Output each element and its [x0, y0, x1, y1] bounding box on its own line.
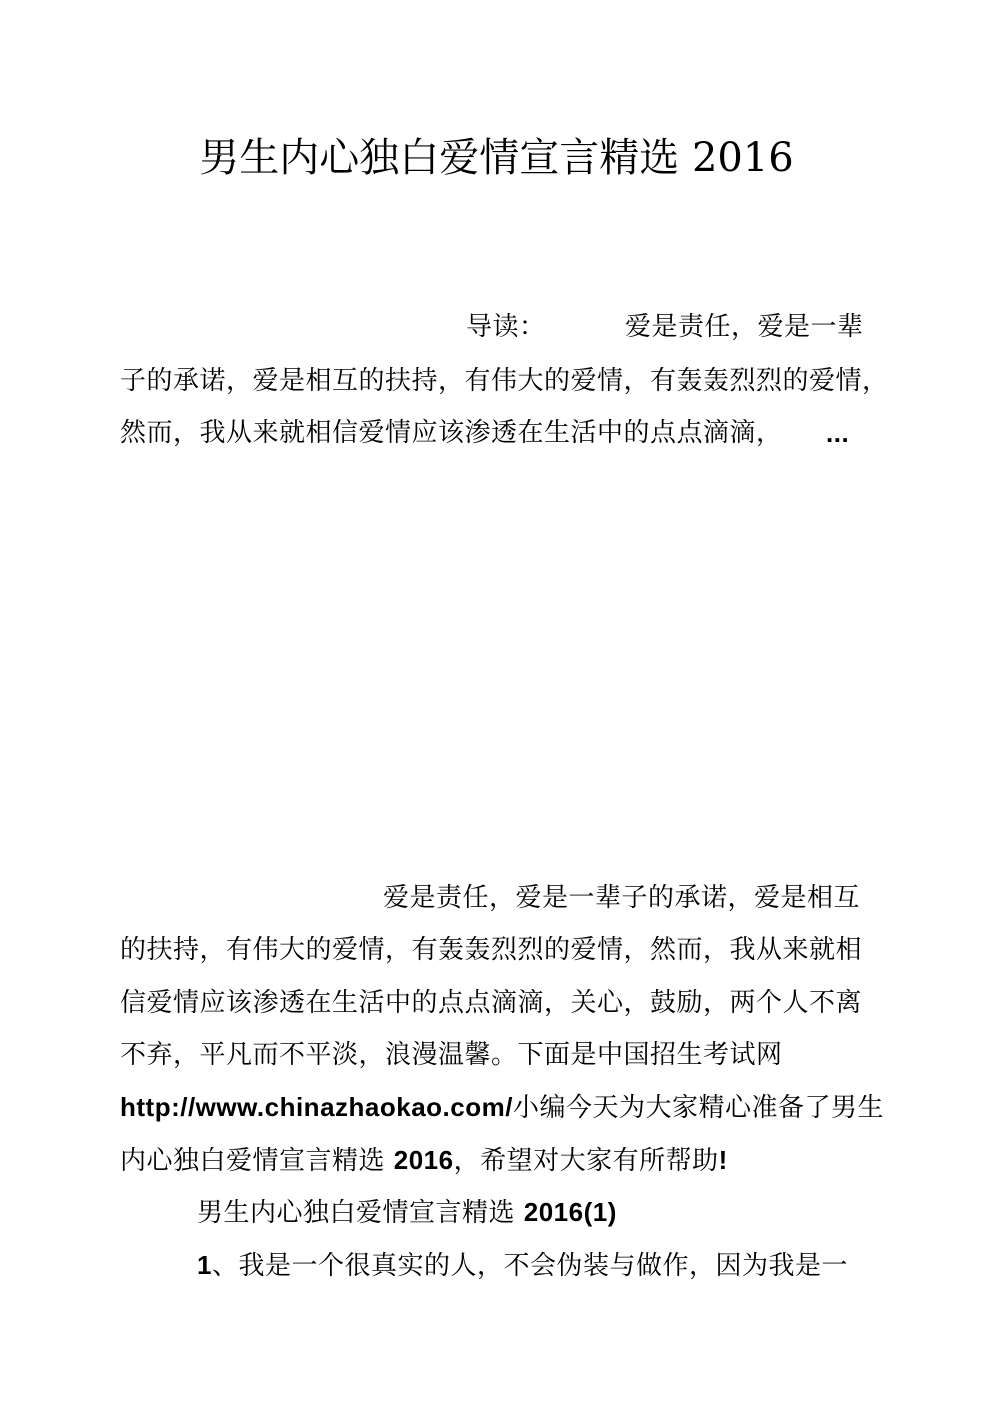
section-heading-text: 男生内心独白爱情宣言精选: [197, 1198, 524, 1228]
source-url: http://www.chinazhaokao.com/: [120, 1092, 513, 1122]
body-line-6-text: 内心独白爱情宣言精选: [120, 1146, 394, 1176]
body-line-4: 不弃，平凡而不平淡，浪漫温馨。下面是中国招生考试网: [120, 1040, 783, 1070]
body-line-6-year: 2016: [393, 1145, 454, 1175]
body-line-1: 爱是责任，爱是一辈子的承诺，爱是相互: [383, 883, 861, 913]
intro-label: 导读：: [466, 312, 546, 342]
list-item-1: [197, 1245, 848, 1286]
document-title: 男生内心独白爱情宣言精选 2016: [199, 135, 794, 181]
intro-line-3: 然而，我从来就相信爱情应该渗透在生活中的点点滴滴，: [120, 418, 783, 448]
body-line-6: [120, 1140, 728, 1181]
list-item-number: 1: [197, 1250, 212, 1280]
intro-line-1: 爱是责任，爱是一辈: [625, 312, 864, 342]
intro-ellipsis: ...: [826, 418, 850, 448]
intro-line-2: 子的承诺，爱是相互的扶持，有伟大的爱情，有轰轰烈烈的爱情，: [120, 366, 889, 396]
body-line-2: 的扶持，有伟大的爱情，有轰轰烈烈的爱情，然而，我从来就相: [120, 935, 863, 965]
body-line-5-rest: 小编今天为大家精心准备了男生: [512, 1093, 884, 1123]
body-line-6-rest: ，希望对大家有所帮助: [453, 1146, 719, 1176]
list-item-text: 、我是一个很真实的人，不会伪装与做作，因为我是一: [211, 1251, 848, 1281]
section-heading-number: 2016(1): [523, 1197, 617, 1227]
body-line-5: [120, 1087, 884, 1128]
section-heading: [197, 1192, 617, 1233]
body-line-3: 信爱情应该渗透在生活中的点点滴滴，关心，鼓励，两个人不离: [120, 988, 863, 1018]
body-line-6-excl: !: [718, 1145, 728, 1175]
